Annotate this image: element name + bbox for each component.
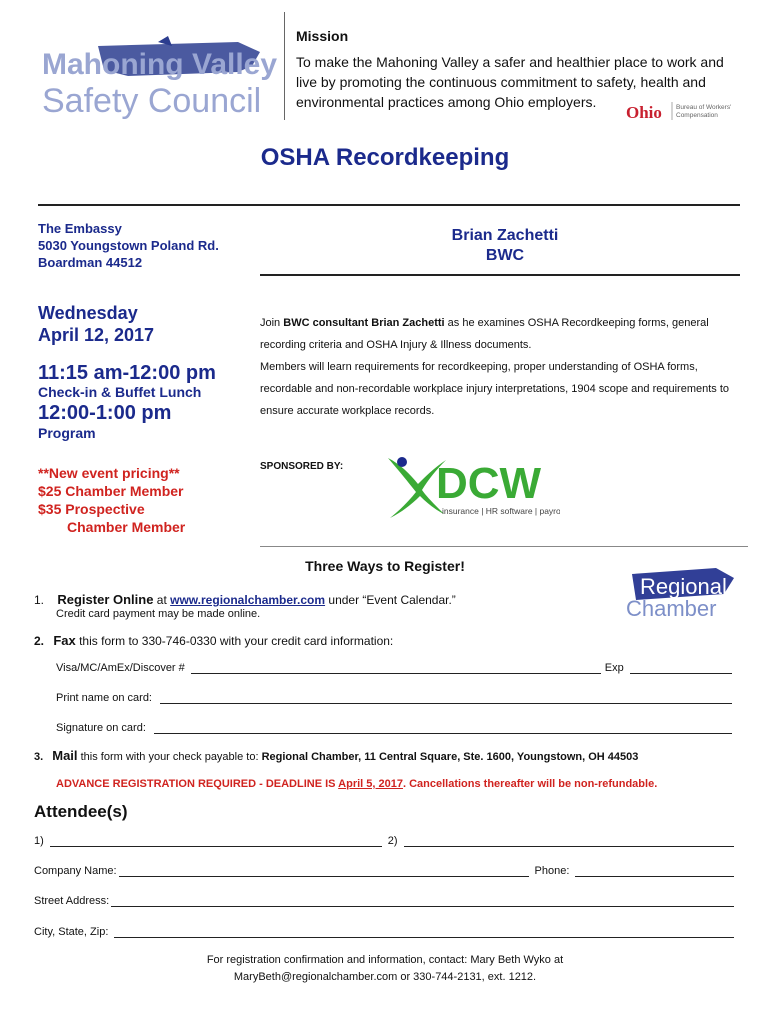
company-row	[34, 864, 734, 877]
venue-street: 5030 Youngstown Poland Rd.	[38, 238, 219, 253]
speaker-name: Brian Zachetti	[451, 227, 559, 244]
description-p1-post: as he examines OSHA Recordkeeping forms, general recording criteria and OSHA Injury & Illness documents.	[260, 317, 709, 351]
dcw-tagline: insurance | HR software | payroll	[442, 506, 560, 516]
mail-text: this form with your check payable to:	[77, 751, 262, 763]
attendees-heading: Attendee(s)	[34, 802, 128, 821]
title-rule	[38, 204, 740, 206]
program-time: 12:00-1:00 pm	[38, 402, 172, 424]
register-top-rule	[260, 546, 748, 547]
venue-city: Boardman 44512	[38, 255, 143, 270]
street-row	[34, 894, 734, 907]
fax-number: 2.	[34, 634, 45, 648]
city-label: City, State, Zip:	[34, 926, 109, 938]
mail-number: 3.	[34, 751, 44, 763]
street-label: Street Address:	[34, 895, 110, 907]
footer-line2: MaryBeth@regionalchamber.com or 330-744-2131, ext. 1212.	[233, 971, 537, 983]
print-name-row	[56, 691, 732, 704]
mission-title: Mission	[296, 28, 349, 44]
fax-title: Fax	[53, 633, 76, 648]
venue-block	[38, 220, 219, 271]
description-p1-bold: BWC consultant Brian Zachetti	[283, 317, 445, 329]
attendee-2-label: 2)	[387, 835, 398, 847]
pricing-block	[38, 464, 185, 536]
description-p1	[260, 312, 740, 356]
street-field[interactable]	[111, 894, 734, 907]
register-online-line	[34, 592, 456, 607]
fax-text: this form to 330-746-0330 with your credit card information:	[75, 634, 394, 648]
pricing-prospective: $35 Prospective	[38, 501, 145, 517]
chamber-logo-line1: Regional	[640, 574, 727, 599]
description-p2: Members will learn requirements for recordkeeping, proper understanding of OSHA forms, recordable and non-recordable workplace injury interpretations, 1904 scope and requirements to ensure accurate workplace records.	[260, 361, 729, 417]
online-title: Register Online	[57, 592, 154, 607]
exp-field[interactable]	[630, 661, 732, 674]
sponsor-label: SPONSORED BY:	[260, 461, 344, 472]
attendee-1-field[interactable]	[50, 834, 382, 847]
print-name-label: Print name on card:	[56, 692, 152, 704]
page-title: OSHA Recordkeeping	[260, 144, 510, 171]
speaker-block	[260, 226, 750, 266]
event-date	[38, 302, 154, 346]
signature-field[interactable]	[154, 721, 732, 734]
event-weekday: Wednesday	[38, 303, 138, 323]
deadline-notice	[56, 778, 657, 790]
event-day: April 12, 2017	[38, 325, 155, 345]
city-field[interactable]	[114, 925, 734, 938]
signature-label: Signature on card:	[56, 722, 146, 734]
phone-label: Phone:	[534, 865, 570, 877]
regional-chamber-logo	[620, 556, 740, 620]
header-divider	[284, 12, 285, 120]
venue-name: The Embassy	[38, 221, 122, 236]
card-number-row	[56, 661, 732, 674]
pricing-headline: **New event pricing**	[38, 465, 180, 481]
print-name-field[interactable]	[160, 691, 732, 704]
checkin-label: Check-in & Buffet Lunch	[38, 384, 202, 400]
footer-line1: For registration confirmation and information, contact: Mary Beth Wyko at	[206, 954, 564, 966]
bwc-line1: Bureau of Workers'	[676, 104, 732, 111]
company-label: Company Name:	[34, 865, 117, 877]
attendee-2-field[interactable]	[404, 834, 734, 847]
program-label: Program	[38, 425, 96, 441]
card-number-label: Visa/MC/AmEx/Discover #	[56, 662, 185, 674]
mission-text: To make the Mahoning Valley a safer and healthier place to work and live by promoting the continuous commitment to safety, health and environmental practices among Ohio employers.	[296, 54, 724, 110]
deadline-date: April 5, 2017	[338, 778, 403, 790]
phone-field[interactable]	[575, 864, 734, 877]
company-field[interactable]	[119, 864, 529, 877]
attendee-1-label: 1)	[34, 835, 44, 847]
register-mail-line	[34, 748, 638, 763]
checkin-time: 11:15 am-12:00 pm	[38, 362, 216, 384]
ohio-word: Ohio	[626, 103, 662, 122]
footer-contact	[0, 952, 770, 986]
online-number: 1.	[34, 593, 45, 607]
card-number-field[interactable]	[191, 661, 601, 674]
logo-line2: Safety Council	[42, 82, 262, 120]
signature-row	[56, 721, 732, 734]
dcw-sponsor-logo	[380, 452, 560, 524]
event-description	[260, 312, 740, 422]
online-under: under “Event Calendar.”	[325, 593, 456, 607]
exp-label: Exp	[604, 662, 624, 674]
mail-title: Mail	[52, 748, 78, 763]
bwc-line2: Compensation	[676, 112, 718, 119]
online-sub: Credit card payment may be made online.	[56, 608, 261, 620]
speaker-rule	[260, 274, 740, 276]
mail-address: Regional Chamber, 11 Central Square, Ste. 1600, Youngstown, OH 44503	[261, 751, 639, 763]
mahoning-valley-safety-council-logo	[38, 36, 278, 120]
deadline-post: . Cancellations thereafter will be non-refundable.	[402, 778, 658, 790]
chamber-logo-line2: Chamber	[626, 596, 717, 620]
logo-line1: Mahoning Valley	[42, 48, 278, 81]
pricing-prospective-cont: Chamber Member	[67, 519, 186, 535]
register-heading: Three Ways to Register!	[305, 558, 465, 574]
dcw-word: DCW	[436, 459, 542, 508]
deadline-pre: ADVANCE REGISTRATION REQUIRED - DEADLINE IS	[56, 778, 339, 790]
pricing-member: $25 Chamber Member	[38, 483, 184, 499]
register-fax-line	[34, 633, 393, 648]
ohio-bwc-logo	[626, 100, 736, 122]
city-row	[34, 925, 734, 938]
attendee-row	[34, 834, 734, 847]
description-p1-pre: Join	[260, 317, 284, 329]
regional-chamber-link[interactable]: www.regionalchamber.com	[170, 593, 326, 607]
online-at: at	[153, 593, 171, 607]
speaker-org: BWC	[485, 247, 525, 264]
